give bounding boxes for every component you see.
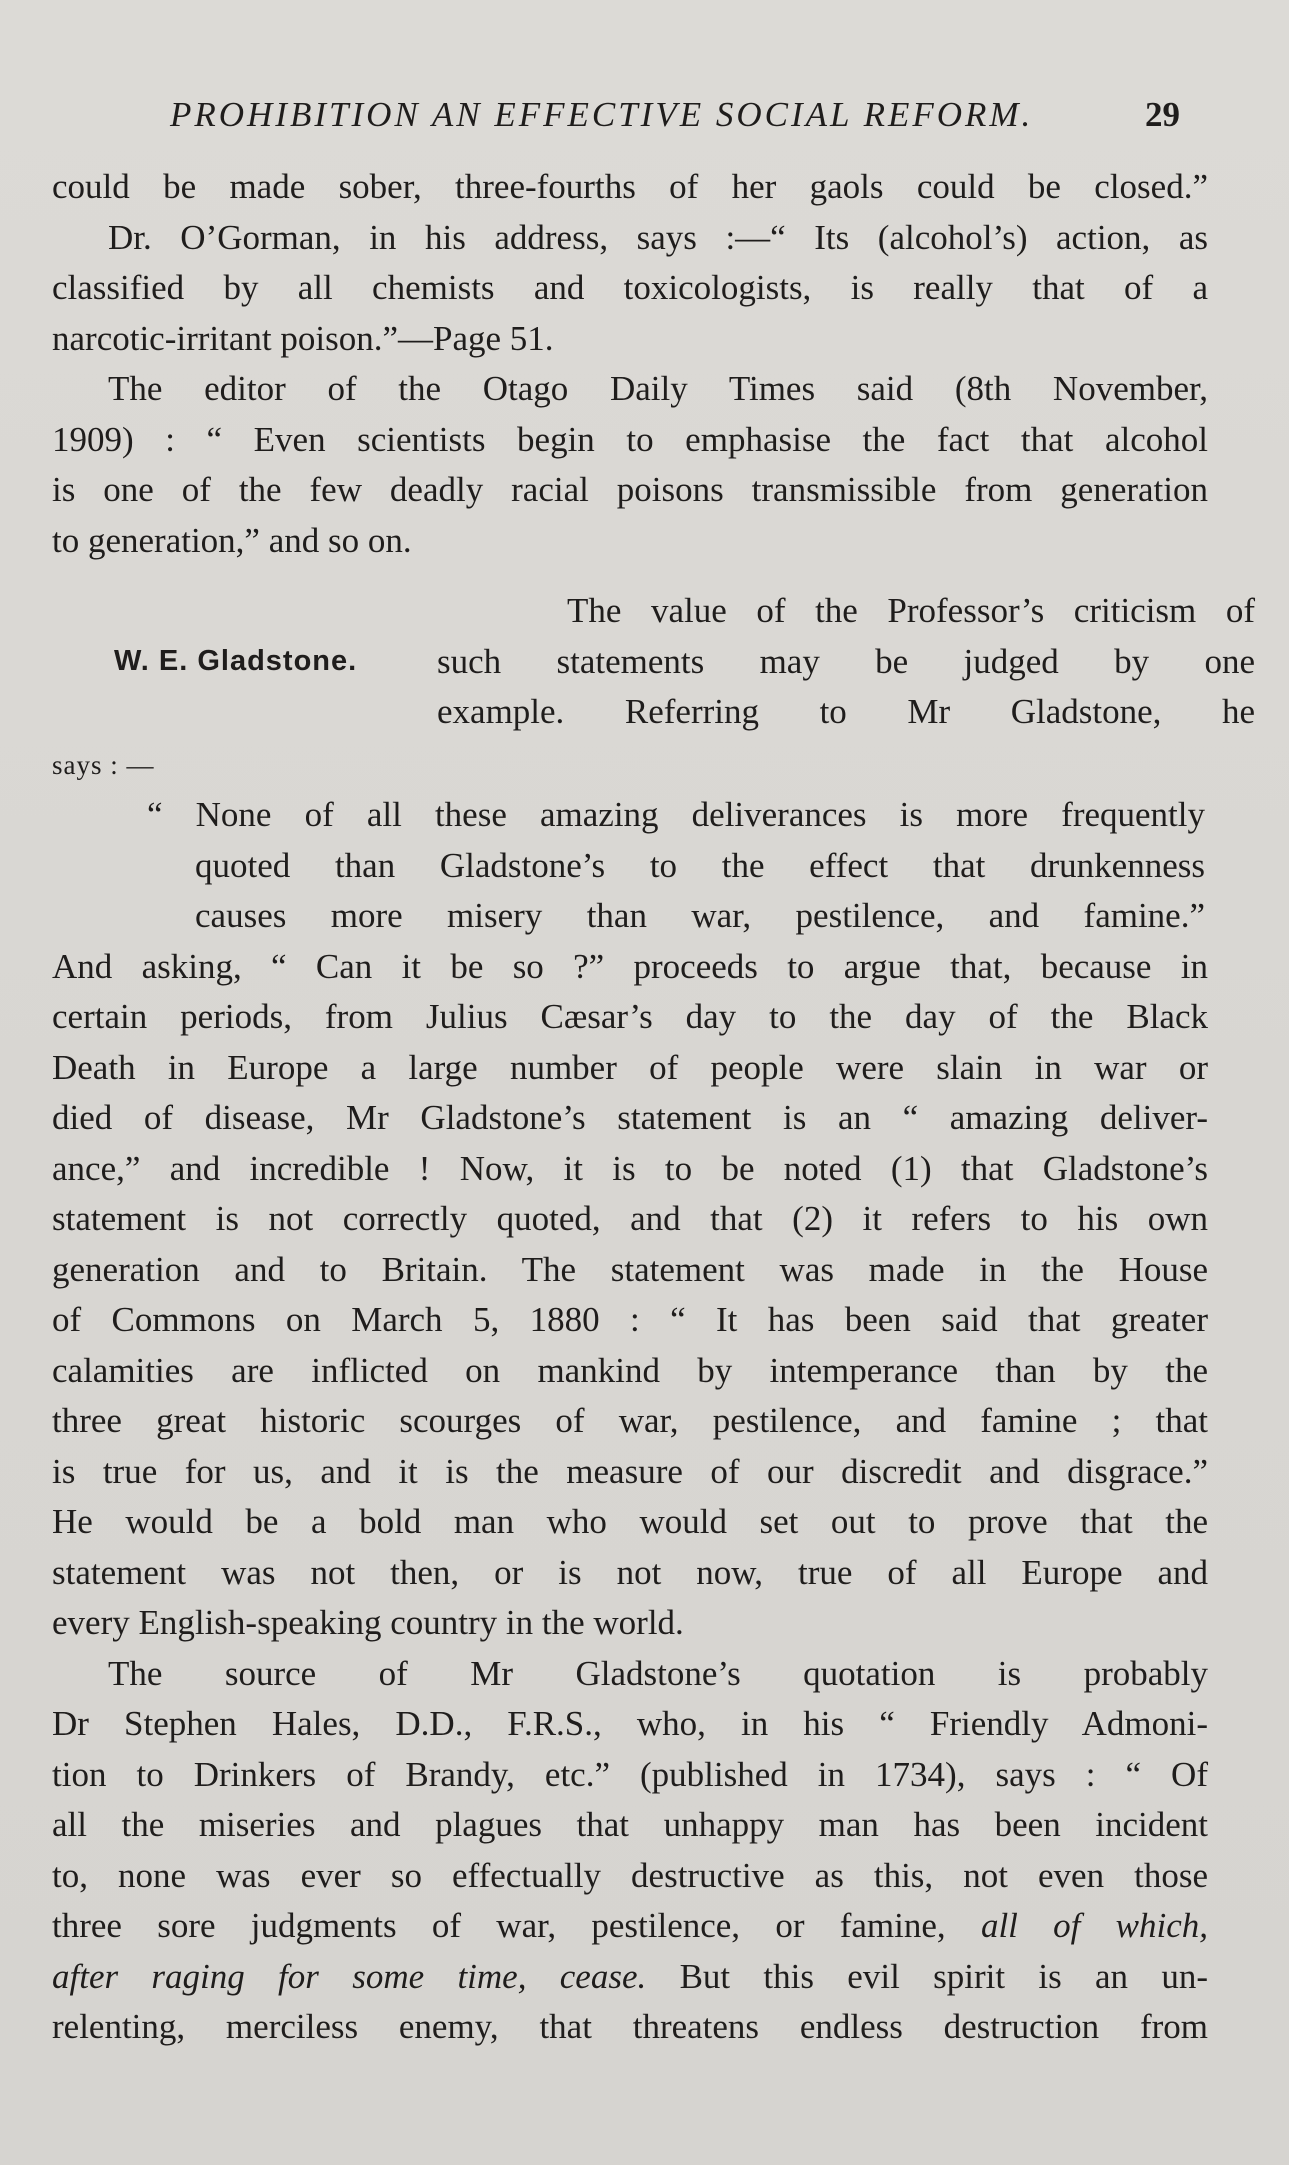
text-line: is true for us, and it is the measure of our discredit and disgrace.” [52, 1451, 1208, 1491]
text-line: three great historic scourges of war, pestilence, and famine ; that [52, 1401, 1208, 1440]
text-run: But this evil spirit is an un- [679, 1956, 1209, 1996]
text-line: 1909) : “ Even scientists begin to emphasise the fact that alcohol [52, 419, 1208, 459]
text-line: example. Referring to Mr Gladstone, he [437, 692, 1255, 731]
text-line: Dr Stephen Hales, D.D., F.R.S., who, in his “ Friendly Admoni- [52, 1704, 1208, 1743]
sidenote-label: W. E. Gladstone. [114, 645, 358, 677]
text-line: to generation,” and so on. [52, 520, 412, 560]
text-line: calamities are inflicted on mankind by intemperance than by the [52, 1350, 1208, 1390]
text-line: The source of Mr Gladstone’s quotation is probably [108, 1653, 1208, 1693]
italic-run: all of which, [980, 1906, 1208, 1945]
text-line: every English-speaking country in the world. [52, 1603, 684, 1642]
block-quote [52, 790, 1208, 942]
text-line: to, none was ever so effectually destructive as this, not even those [52, 1855, 1208, 1895]
sidenote-column [437, 586, 1255, 738]
text-line: The value of the Professor’s criticism of [567, 591, 1255, 630]
italic-run: after raging for some time, cease. [52, 1956, 647, 1996]
text-line-mixed [52, 1901, 1208, 1952]
text-line: Death in Europe a large number of people were slain in war or [52, 1047, 1208, 1087]
text-line: relenting, merciless enemy, that threatens endless destruction from [52, 2007, 1208, 2046]
body-text [52, 162, 1255, 2053]
text-line: of Commons on March 5, 1880 : “ It has been said that greater [52, 1300, 1208, 1339]
text-line: statement was not then, or is not now, true of all Europe and [52, 1552, 1208, 1592]
text-line: is one of the few deadly racial poisons transmissible from generation [52, 470, 1208, 509]
text-line: quoted than Gladstone’s to the effect that drunkenness [195, 845, 1205, 885]
text-line: such statements may be judged by one [437, 641, 1255, 681]
text-line: ance,” and incredible ! Now, it is to be noted (1) that Gladstone’s [52, 1148, 1208, 1188]
text-line: certain periods, from Julius Cæsar’s day to the day of the Black [52, 997, 1208, 1036]
text-line: causes more misery than war, pestilence, and famine.” [195, 896, 1205, 935]
sidenote-paragraph [52, 586, 1255, 740]
text-line: And asking, “ Can it be so ?” proceeds to argue that, because in [52, 946, 1208, 986]
text-line: Dr. O’Gorman, in his address, says :—“ Its (alcohol’s) action, as [108, 217, 1208, 257]
text-line: died of disease, Mr Gladstone’s statement is an “ amazing deliver- [52, 1098, 1208, 1137]
text-line: says : — [52, 750, 155, 780]
page-number: 29 [1145, 95, 1180, 134]
text-line: could be made sober, three-fourths of her gaols could be closed.” [52, 167, 1208, 206]
page-header [150, 90, 1180, 140]
text-line-mixed [52, 1952, 1208, 2003]
text-run: three sore judgments of war, pestilence, or famine, [52, 1906, 946, 1945]
text-line: “ None of all these amazing deliverances is more frequently [147, 795, 1205, 834]
text-line: statement is not correctly quoted, and that (2) it refers to his own [52, 1199, 1208, 1238]
text-line: classified by all chemists and toxicologists, is really that of a [52, 268, 1208, 307]
text-line: generation and to Britain. The statement was made in the House [52, 1249, 1208, 1289]
running-title: PROHIBITION AN EFFECTIVE SOCIAL REFORM. [170, 95, 1034, 134]
text-line: He would be a bold man who would set out to prove that the [52, 1502, 1208, 1541]
text-line: The editor of the Otago Daily Times said (8th November, [108, 369, 1208, 408]
text-line: narcotic-irritant poison.”—Page 51. [52, 318, 554, 358]
text-line: tion to Drinkers of Brandy, etc.” (published in 1734), says : “ Of [52, 1754, 1208, 1794]
text-line: all the miseries and plagues that unhappy man has been incident [52, 1805, 1208, 1844]
